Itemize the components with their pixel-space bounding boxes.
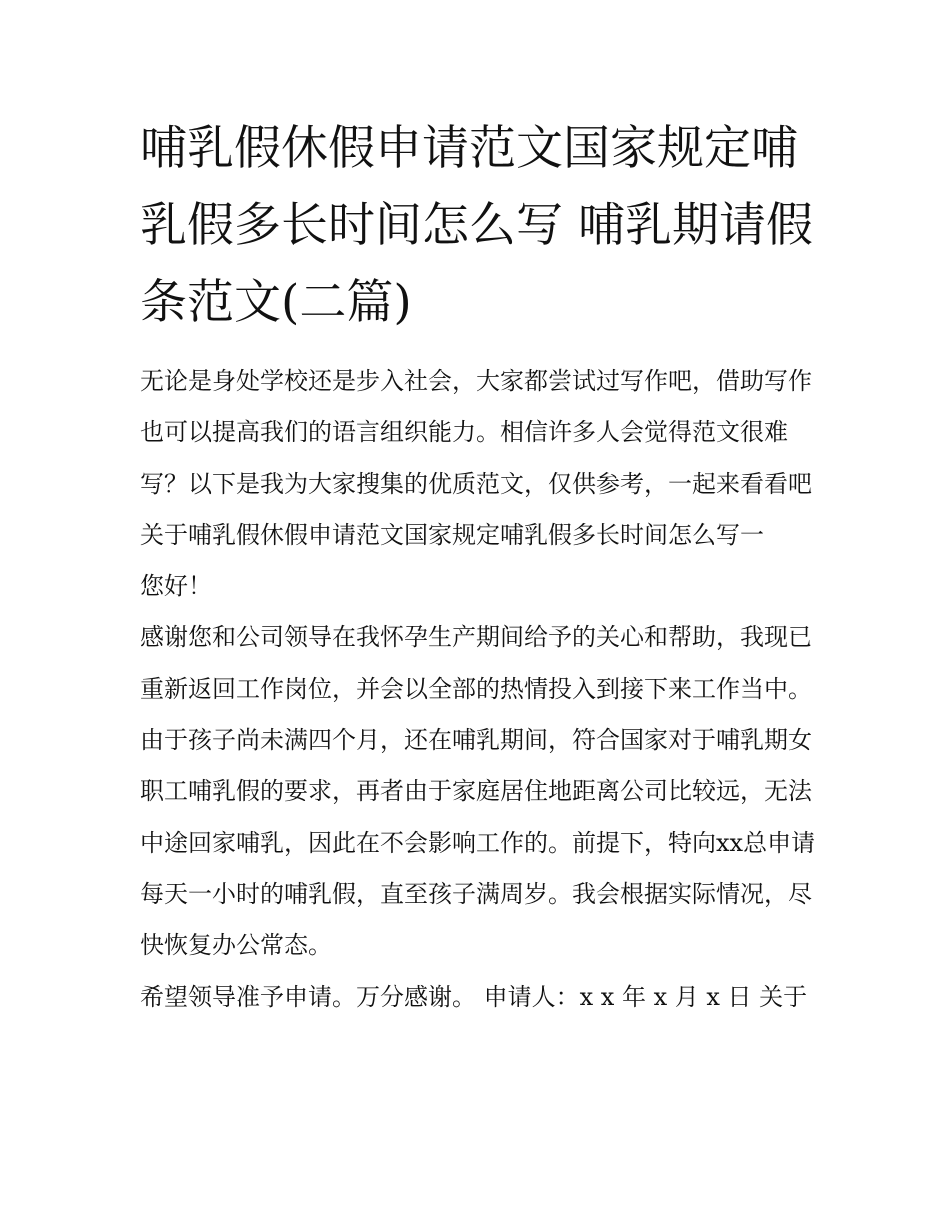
closing-paragraph: 希望领导准予申请。万分感谢。 申请人：x x 年 x 月 x 日 关于 xyxy=(140,982,808,1011)
intro-paragraph: 无论是身处学校还是步入社会，大家都尝试过写作吧，借助写作也可以提高我们的语言组织能力。相信许多人会觉得范文很难写？以下是我为大家搜集的优质范文，仅供参考，一起来看看吧 xyxy=(140,367,812,498)
document-title: 哺乳假休假申请范文国家规定哺乳假多长时间怎么写 哺乳期请假条范文(二篇) xyxy=(140,121,813,330)
body-paragraph: 由于孩子尚未满四个月，还在哺乳期间，符合国家对于哺乳期女职工哺乳假的要求，再者由于家庭居住地距离公司比较远，无法中途回家哺乳，因此在不会影响工作的。前提下，特向xx总申请每天一小时的哺乳假，直至孩子满周岁。我会根据实际情况，尽快恢复办公常态。 xyxy=(140,726,816,960)
document-body xyxy=(140,356,820,1023)
section-heading: 关于哺乳假休假申请范文国家规定哺乳假多长时间怎么写一 xyxy=(140,520,764,549)
greeting: 您好！ xyxy=(140,572,212,601)
body-paragraph: 感谢您和公司领导在我怀孕生产期间给予的关心和帮助，我现已重新返回工作岗位，并会以全部的热情投入到接下来工作当中。 xyxy=(140,623,812,703)
